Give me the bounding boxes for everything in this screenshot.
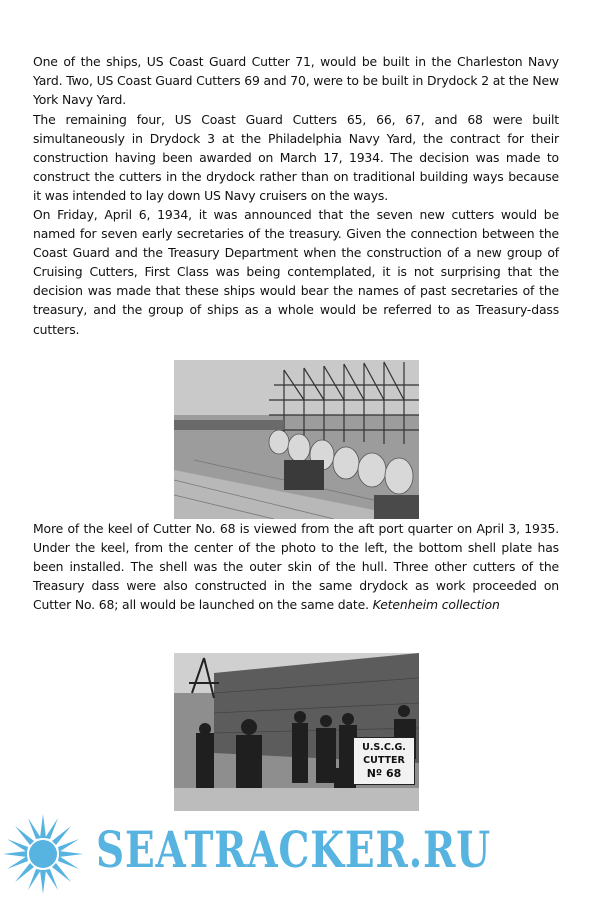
- ceremony-photo: [174, 653, 419, 811]
- sign-line-3: Nº 68: [366, 767, 402, 780]
- sign-line-1: U.S.C.G.: [362, 742, 406, 753]
- paragraph-charleston: One of the ships, US Coast Guard Cutter 71, would be built in the Charleston Navy Yard. Two, US Coast Guard Cutters 69 and 70, were to be built in Drydock 2 at the New York Navy Yard.: [33, 54, 559, 108]
- photo-caption: [33, 519, 559, 614]
- sign-line-2: CUTTER: [363, 755, 405, 766]
- watermark-text: SEATRACKER.RU: [96, 820, 491, 879]
- cutter-sign: [353, 737, 415, 785]
- photo-credit: Ketenheim collection: [372, 597, 500, 613]
- paragraph-naming: On Friday, April 6, 1934, it was announced that the seven new cutters would be named for seven early secretaries of the treasury. Given the connection between the Coast Guard and the Treasury Department when the construction of a new group of Cruising Cutters, First Class was being contemplated, it is not surprising that the decision was made that these ships would bear the names of past secretaries of the treasury, and the group of ships as a whole would be referred to as Treasury-dass cutters.: [33, 207, 559, 337]
- caption-text: More of the keel of Cutter No. 68 is viewed from the aft port quarter on April 3, 1935. Under the keel, from the center of the photo to the left, the bottom shell plate has been installed. The shell was the outer skin of the hull. Three other cutters of the Treasury dass were also constructed in the same drydock as work proceeded on Cutter No. 68; all would be launched on the same date.: [33, 521, 559, 613]
- keel-photo: [174, 360, 419, 519]
- paragraph-philadelphia: The remaining four, US Coast Guard Cutters 65, 66, 67, and 68 were built simultaneously in Drydock 3 at the Philadelphia Navy Yard, the contract for their construction having been awarded on March 17, 1934. The decision was made to construct the cutters in the drydock rather than on traditional building ways because it was intended to lay down US Navy cruisers on the ways.: [33, 112, 559, 204]
